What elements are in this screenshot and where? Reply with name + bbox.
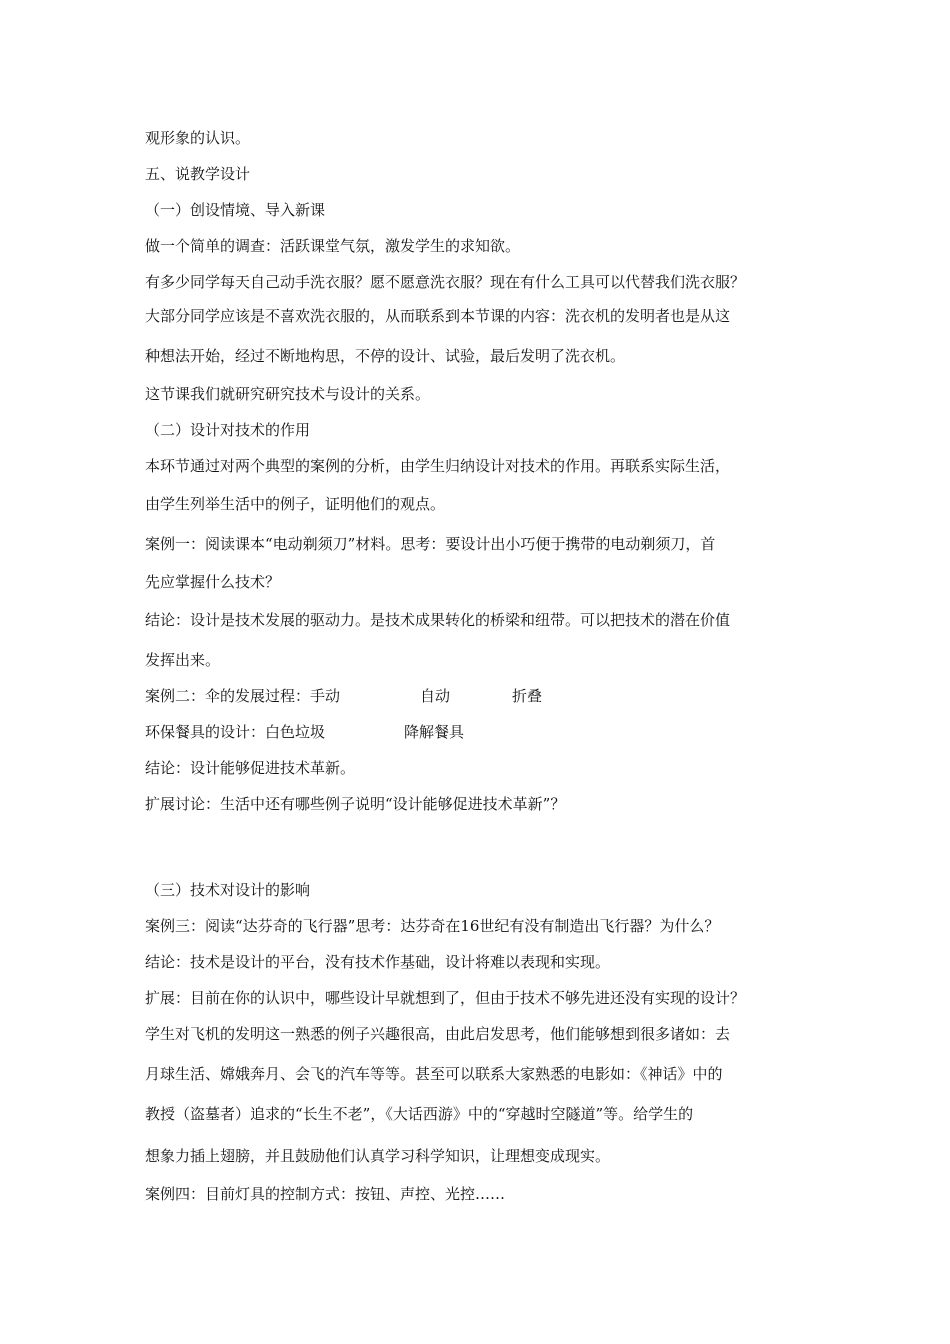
text-line: 月球生活、嫦娥奔月、会飞的汽车等等。甚至可以联系大家熟悉的电影如：《神话》中的 <box>145 1065 723 1083</box>
case2-label: 案例二：伞的发展过程：手动 <box>145 687 341 705</box>
case2-step-fold: 折叠 <box>512 687 543 705</box>
text-line: 这节课我们就研究研究技术与设计的关系。 <box>145 385 431 403</box>
text-line: 由学生列举生活中的例子，证明他们的观点。 <box>145 495 446 513</box>
text-line: 扩展：目前在你的认识中，哪些设计早就想到了，但由于技术不够先进还没有实现的设计？ <box>145 989 746 1007</box>
text-line: 有多少同学每天自己动手洗衣服？愿不愿意洗衣服？现在有什么工具可以代替我们洗衣服？ <box>145 273 746 291</box>
text-line: 教授（盗墓者）追求的“长生不老”，《大话西游》中的“穿越时空隧道”等。给学生的 <box>145 1105 694 1123</box>
text-line: 想象力插上翅膀，并且鼓励他们认真学习科学知识，让理想变成现实。 <box>145 1147 611 1165</box>
text-line: 结论：技术是设计的平台，没有技术作基础，设计将难以表现和实现。 <box>145 953 611 971</box>
text-line: 做一个简单的调查：活跃课堂气氛，激发学生的求知欲。 <box>145 237 521 255</box>
text-line: 扩展讨论：生活中还有哪些例子说明“设计能够促进技术革新”？ <box>145 795 566 813</box>
text-line: 案例三：阅读“达芬奇的飞行器”思考：达芬奇在16世纪有没有制造出飞行器？为什么？ <box>145 917 720 935</box>
eco-label: 环保餐具的设计：白色垃圾 <box>145 723 326 741</box>
text-line: 种想法开始，经过不断地构思，不停的设计、试验，最后发明了洗衣机。 <box>145 347 626 365</box>
text-line: 大部分同学应该是不喜欢洗衣服的，从而联系到本节课的内容：洗衣机的发明者也是从这 <box>145 307 731 325</box>
eco-line <box>145 722 325 742</box>
text-line: 发挥出来。 <box>145 651 221 669</box>
text-line: 本环节通过对两个典型的案例的分析，由学生归纳设计对技术的作用。再联系实际生活， <box>145 457 731 475</box>
subsection-heading: （二）设计对技术的作用 <box>145 421 311 439</box>
text-line: 结论：设计是技术发展的驱动力。是技术成果转化的桥梁和纽带。可以把技术的潜在价值 <box>145 611 731 629</box>
text-line: 结论：设计能够促进技术革新。 <box>145 759 356 777</box>
text-line: 学生对飞机的发明这一熟悉的例子兴趣很高，由此启发思考，他们能够想到很多诸如：去 <box>145 1025 731 1043</box>
subsection-heading: （一）创设情境、导入新课 <box>145 201 326 219</box>
subsection-heading: （三）技术对设计的影响 <box>145 881 311 899</box>
text-line: 观形象的认识。 <box>145 129 251 147</box>
text-line: 案例一：阅读课本“电动剃须刀”材料。思考：要设计出小巧便于携带的电动剃须刀，首 <box>145 535 716 553</box>
section-heading: 五、说教学设计 <box>145 165 251 183</box>
case2-line <box>145 686 340 706</box>
text-line: 案例四：目前灯具的控制方式：按钮、声控、光控…… <box>145 1185 506 1203</box>
text-line: 先应掌握什么技术？ <box>145 573 281 591</box>
case2-step-auto: 自动 <box>420 687 451 705</box>
eco-step-degradable: 降解餐具 <box>404 723 465 741</box>
